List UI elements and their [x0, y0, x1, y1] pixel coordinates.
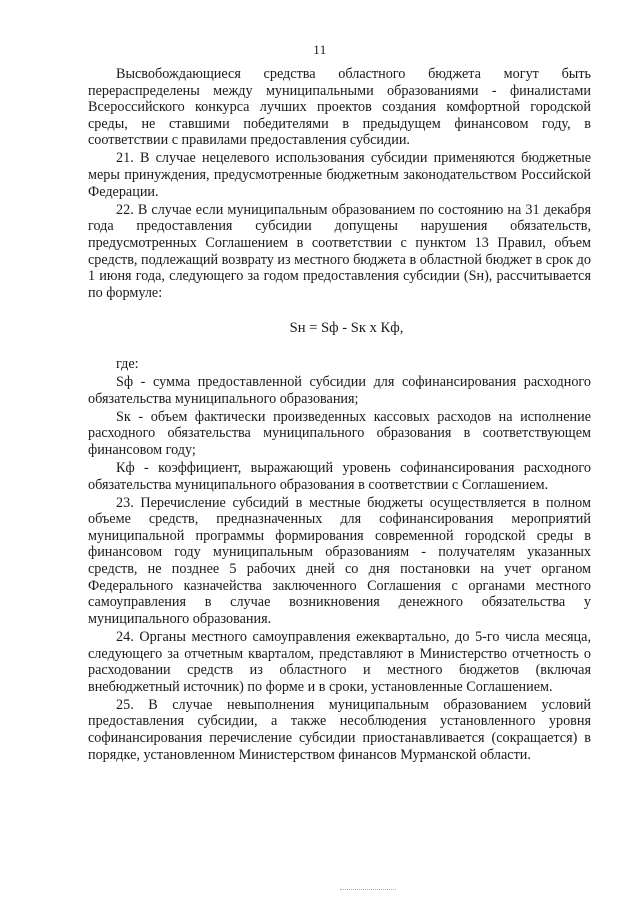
scan-artifact-divider: [340, 889, 396, 890]
document-body: [88, 66, 591, 765]
formula: Sн = Sф - Sк х Кф,: [289, 320, 404, 337]
definition-sk: Sк - объем фактически произведенных кассовых расходов на исполнение расходного обязательства муниципального образования в соответствующем финансовом году;: [88, 408, 591, 458]
paragraph-where: где:: [116, 355, 139, 372]
paragraph-redistribution: Высвобождающиеся средства областного бюджета могут быть перераспределены между муниципальными образованиями - финалистами Всероссийского конкурса лучших проектов создания комфортной городской среды, не ставшими победителями в предыдущем финансовом году, в соответствии с правилами предоставления субсидии.: [88, 66, 591, 149]
definition-sf: Sф - сумма предоставленной субсидии для софинансирования расходного обязательства муниципального образования;: [88, 374, 591, 407]
paragraph-23: 23. Перечисление субсидий в местные бюджеты осуществляется в полном объеме средств, предназначенных для софинансирования мероприятий муниципальной программы формирования современной городской среды в финансовом году муниципальным образованиям - получателям указанных средств, не позднее 5 рабочих дней со дня постановки на учет органом Федерального казначейства заключенного Соглашения с органами местного самоуправления в случае возникновения денежного обязательства у муниципального образования.: [88, 494, 591, 627]
paragraph-22: 22. В случае если муниципальным образованием по состоянию на 31 декабря года предоставления субсидии допущены нарушения обязательств, предусмотренных Соглашением в соответствии с пунктом 13 Правил, объем средств, подлежащий возврату из местного бюджета в областной бюджет в срок до 1 июня года, следующего за годом предоставления субсидии (Sн), рассчитывается по формуле:: [88, 201, 591, 301]
paragraph-24: 24. Органы местного самоуправления ежеквартально, до 5-го числа месяца, следующего за отчетным кварталом, представляют в Министерство отчетность о расходовании средств из областного и местного бюджетов (включая внебюджетный источник) по форме и в сроки, установленные Соглашением.: [88, 628, 591, 695]
paragraph-21: 21. В случае нецелевого использования субсидии применяются бюджетные меры принуждения, предусмотренные бюджетным законодательством Российской Федерации.: [88, 150, 591, 200]
paragraph-25: 25. В случае невыполнения муниципальным образованием условий предоставления субсидии, а также несоблюдения установленного уровня софинансирования перечисление субсидии приостанавливается (сокращается) в порядке, установленном Министерством финансов Мурманской области.: [88, 696, 591, 763]
page-number: 11: [313, 42, 327, 57]
definition-kf: Кф - коэффициент, выражающий уровень софинансирования расходного обязательства муниципального образования в соответствии с Соглашением.: [88, 459, 591, 493]
